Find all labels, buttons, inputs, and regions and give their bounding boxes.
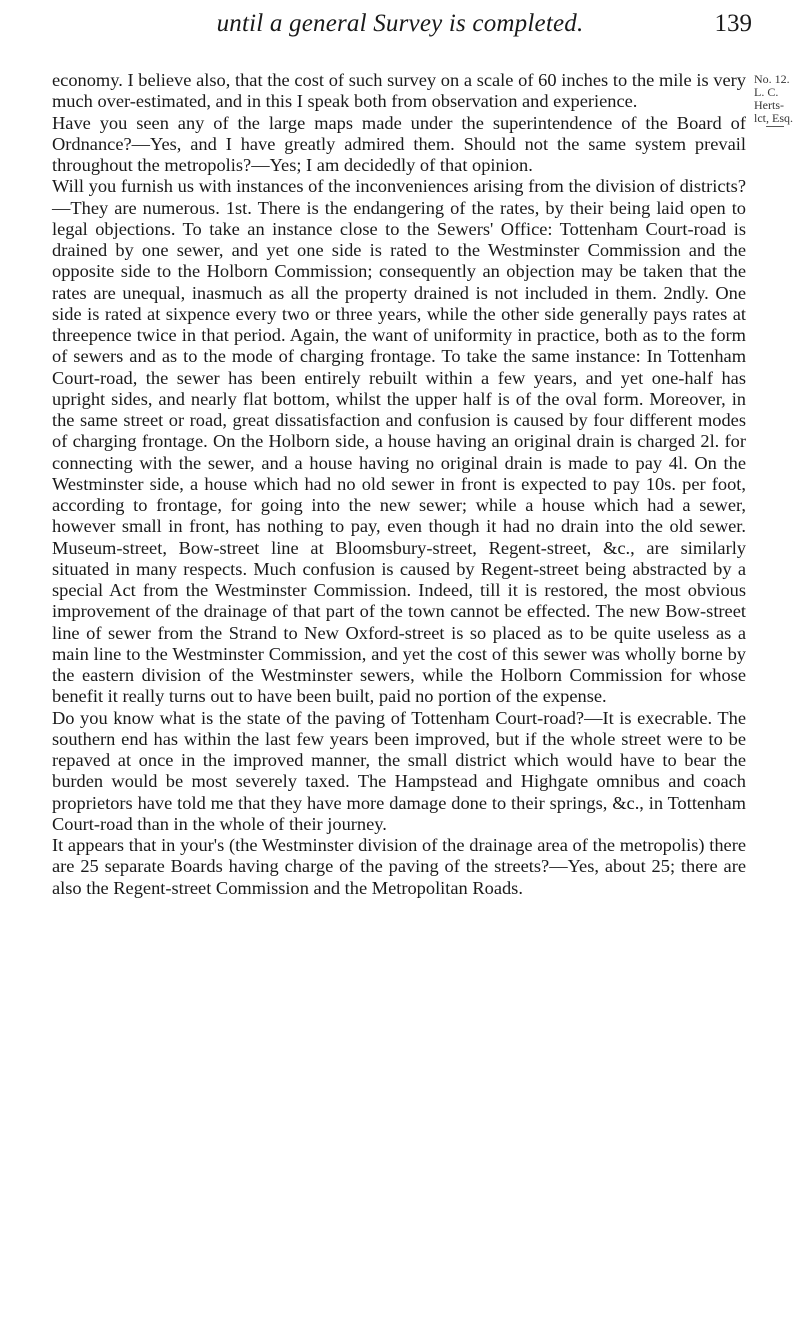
paragraph: Do you know what is the state of the paving of Tottenham Court-road?—It is execrable. The southern end has within the last few years been improved, but if the whole street were to be repaved at once in the improved manner, the small district which would have to bear the burden would be most severely taxed. The Hampstead and Highgate omnibus and coach proprietors have told me that they have more damage done to their springs, &c., in Tottenham Court-road than in the whole of their journey.: [52, 707, 746, 834]
margin-note-number: No. 12.: [754, 72, 790, 86]
margin-note-rule: [766, 126, 784, 127]
paragraph: economy. I believe also, that the cost of such survey on a scale of 60 inches to the mile is very much over-estimated, and in this I speak both from observation and experience.: [52, 70, 746, 112]
margin-note-witness: L. C. Herts-: [754, 85, 784, 112]
margin-note-witness-cont: lct, Esq.: [754, 111, 793, 125]
paragraph: Have you seen any of the large maps made under the superintendence of the Board of Ordnance?—Yes, and I have greatly admired them. Should not the same system prevail throughout the metropolis?—Yes; I am decidedly of that opinion.: [52, 112, 746, 175]
body-text: [52, 70, 746, 899]
running-head: [48, 10, 752, 50]
margin-note: [754, 73, 800, 127]
paragraph: It appears that in your's (the Westminster division of the drainage area of the metropolis) there are 25 separate Boards having charge of the paving of the streets?—Yes, about 25; there are also the Regent-street Commission and the Metropolitan Roads.: [52, 835, 746, 898]
page-number: 139: [714, 10, 752, 37]
paragraph: Will you furnish us with instances of the inconveniences arising from the division of districts?—They are numerous. 1st. There is the endangering of the rates, by their being laid open to legal objections. To take an instance close to the Sewers' Office: Tottenham Court-road is drained by one sewer, and yet one side is rated to the Westminster Commission and the opposite side to the Holborn Commission; consequently an objection may be taken that the rates are unequal, inasmuch as all the property drained is not included in them. 2ndly. One side is rated at sixpence every two or three years, while the other side generally pays rates at threepence twice in that period. Again, the want of uniformity in practice, both as to the form of sewers and as to the mode of charging frontage. To take the same instance: In Tottenham Court-road, the sewer has been entirely rebuilt within a few years, and yet one-half has upright sides, and nearly flat bottom, whilst the upper half is of the oval form. Moreover, in the same street or road, great dissatisfaction and confusion is caused by four different modes of charging frontage. On the Holborn side, a house having an original drain is charged 2l. for connecting with the sewer, and a house having no original drain is made to pay 4l. On the Westminster side, a house which had no old sewer in front is expected to pay 10s. per foot, according to frontage, for going into the new sewer; while a house which had a sewer, however small in front, has nothing to pay, even though it had no drain into the old sewer. Museum-street, Bow-street line at Bloomsbury-street, Regent-street, &c., are similarly situated in many respects. Much confusion is caused by Regent-street being abstracted by a special Act from the Westminster Commission. Indeed, till it is restored, the most obvious improvement of the drainage of that part of the town cannot be effected. The new Bow-street line of sewer from the Strand to New Oxford-street is so placed as to be quite useless as a main line to the Westminster Commission, and yet the cost of this sewer was wholly borne by the eastern division of the Westminster sewers, while the Holborn Commission for whose benefit it really turns out to have been built, paid no portion of the expense.: [52, 176, 746, 707]
running-title: until a general Survey is completed.: [216, 10, 584, 37]
